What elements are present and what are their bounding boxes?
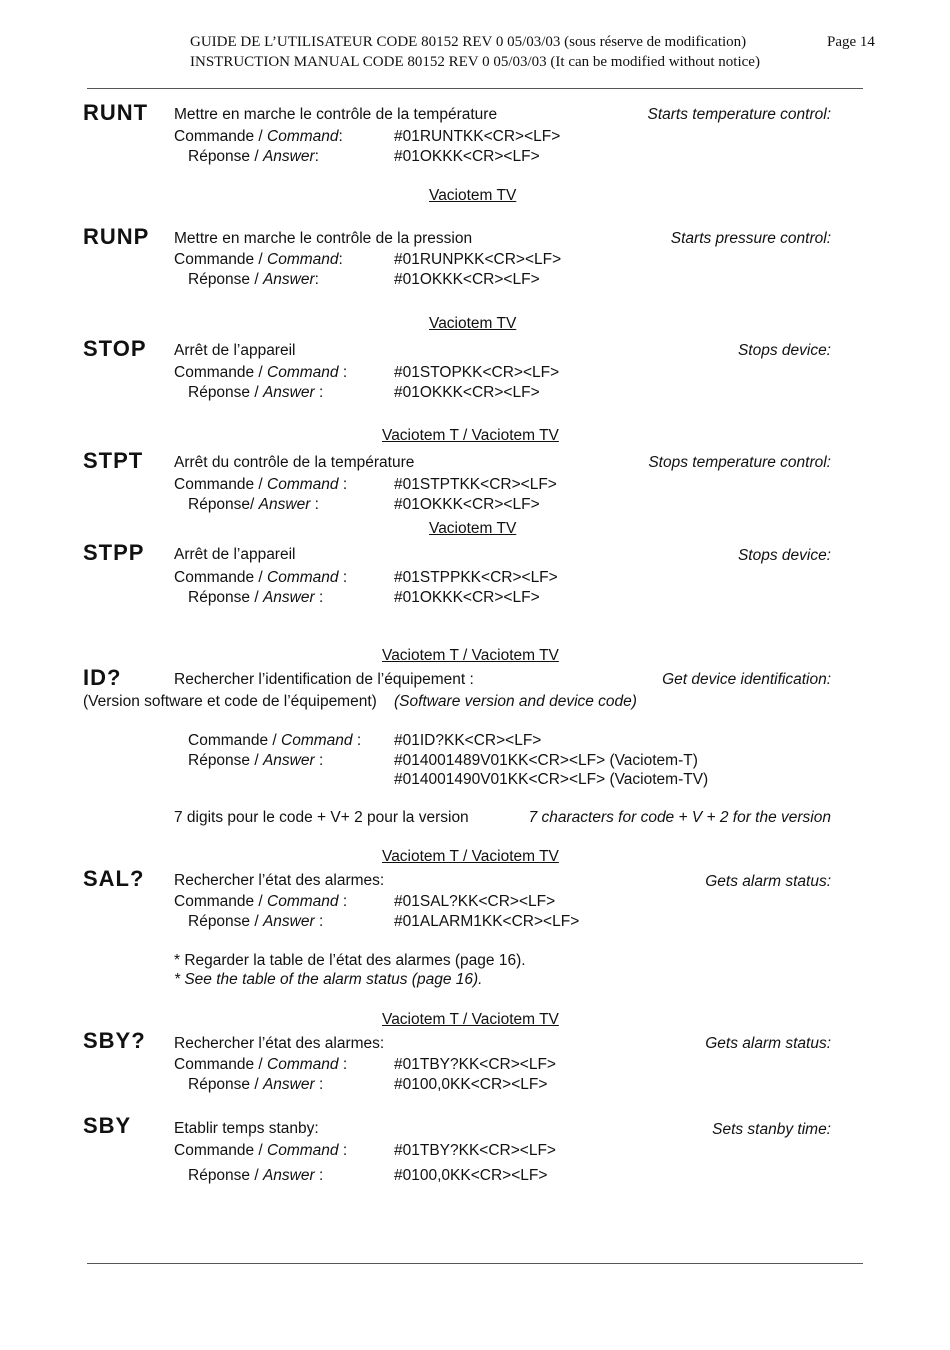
- description-en: Sets stanby time:: [712, 1121, 831, 1138]
- device-label: Vaciotem T / Vaciotem TV: [382, 1011, 559, 1028]
- description-en: Get device identification:: [662, 671, 831, 688]
- answer-value: #01OKKK<CR><LF>: [394, 589, 540, 606]
- header-en: INSTRUCTION MANUAL CODE 80152 REV 0 05/03/03 (It can be modified without notice): [190, 54, 760, 70]
- command-value: #01RUNPKK<CR><LF>: [394, 251, 562, 268]
- description-fr: Rechercher l’état des alarmes:: [174, 1035, 385, 1052]
- command-label: Commande / Command:: [174, 128, 343, 145]
- description-en: Gets alarm status:: [705, 1035, 831, 1052]
- device-label: Vaciotem TV: [429, 520, 517, 537]
- command-code-id: ID?: [83, 665, 122, 690]
- command-code-sby: SBY: [83, 1113, 132, 1138]
- command-code-stpp: STPP: [83, 540, 145, 565]
- command-code-sby-query: SBY?: [83, 1028, 146, 1053]
- answer-value-2: #014001490V01KK<CR><LF> (Vaciotem-TV): [394, 771, 709, 788]
- command-label: Commande / Command :: [174, 1142, 348, 1159]
- answer-label: Réponse / Answer :: [188, 589, 324, 606]
- answer-label: Réponse / Answer:: [188, 271, 319, 288]
- header-rule: [87, 88, 863, 89]
- note-en: * See the table of the alarm status (page 16).: [174, 971, 483, 988]
- device-label: Vaciotem TV: [429, 187, 517, 204]
- command-label: Commande / Command:: [174, 251, 343, 268]
- answer-value: #014001489V01KK<CR><LF> (Vaciotem-T): [394, 752, 698, 769]
- answer-label: Réponse / Answer :: [188, 1076, 324, 1093]
- description-fr: Arrêt de l’appareil: [174, 546, 296, 563]
- answer-label: Réponse/ Answer :: [188, 496, 319, 513]
- answer-value: #01OKKK<CR><LF>: [394, 496, 540, 513]
- answer-value: #01OKKK<CR><LF>: [394, 271, 540, 288]
- answer-label: Réponse / Answer :: [188, 752, 324, 769]
- description-fr: Rechercher l’état des alarmes:: [174, 872, 385, 889]
- answer-label: Réponse / Answer :: [188, 384, 324, 401]
- command-value: #01STPTKK<CR><LF>: [394, 476, 557, 493]
- answer-label: Réponse / Answer :: [188, 913, 324, 930]
- command-code-runp: RUNP: [83, 224, 150, 249]
- page-number: Page 14: [827, 34, 875, 50]
- note-fr: 7 digits pour le code + V+ 2 pour la version: [174, 809, 469, 826]
- answer-label: Réponse / Answer :: [188, 1167, 324, 1184]
- description-en: Stops device:: [737, 342, 831, 359]
- description-fr: Mettre en marche le contrôle de la pression: [174, 230, 473, 247]
- command-value: #01TBY?KK<CR><LF>: [394, 1056, 556, 1073]
- command-value: #01TBY?KK<CR><LF>: [394, 1142, 556, 1159]
- device-label: Vaciotem T / Vaciotem TV: [382, 848, 559, 865]
- description-en: Stops device:: [737, 547, 831, 564]
- command-value: #01SAL?KK<CR><LF>: [394, 893, 556, 910]
- subtitle-fr: (Version software et code de l’équipement): [83, 693, 377, 710]
- command-code-stpt: STPT: [83, 448, 144, 473]
- description-fr: Arrêt de l’appareil: [174, 342, 296, 359]
- description-fr: Rechercher l’identification de l’équipement :: [174, 671, 474, 688]
- note-fr: * Regarder la table de l’état des alarmes (page 16).: [174, 952, 526, 969]
- answer-value: #0100,0KK<CR><LF>: [394, 1167, 548, 1184]
- command-label: Commande / Command :: [174, 1056, 348, 1073]
- answer-value: #01OKKK<CR><LF>: [394, 384, 540, 401]
- description-fr: Arrêt du contrôle de la température: [174, 454, 415, 471]
- note-en: 7 characters for code + V + 2 for the version: [528, 809, 831, 826]
- footer-rule: [87, 1263, 863, 1264]
- command-code-stop: STOP: [83, 336, 147, 361]
- command-label: Commande / Command :: [174, 476, 348, 493]
- command-label: Commande / Command :: [174, 893, 348, 910]
- command-label: Commande / Command :: [188, 732, 362, 749]
- description-fr: Etablir temps stanby:: [174, 1120, 319, 1137]
- description-en: Starts temperature control:: [647, 106, 831, 123]
- device-label: Vaciotem T / Vaciotem TV: [382, 427, 559, 444]
- command-code-runt: RUNT: [83, 100, 149, 125]
- description-en: Starts pressure control:: [670, 230, 831, 247]
- description-fr: Mettre en marche le contrôle de la température: [174, 106, 498, 123]
- header-fr: GUIDE DE L’UTILISATEUR CODE 80152 REV 0 05/03/03 (sous réserve de modification): [190, 34, 747, 50]
- answer-value: #0100,0KK<CR><LF>: [394, 1076, 548, 1093]
- command-code-sal: SAL?: [83, 866, 145, 891]
- command-value: #01STOPKK<CR><LF>: [394, 364, 560, 381]
- device-label: Vaciotem T / Vaciotem TV: [382, 647, 559, 664]
- command-value: #01ID?KK<CR><LF>: [394, 732, 542, 749]
- subtitle-en: (Software version and device code): [394, 693, 637, 710]
- description-en: Gets alarm status:: [705, 873, 831, 890]
- command-label: Commande / Command :: [174, 569, 348, 586]
- answer-label: Réponse / Answer:: [188, 148, 319, 165]
- device-label: Vaciotem TV: [429, 315, 517, 332]
- description-en: Stops temperature control:: [648, 454, 831, 471]
- answer-value: #01OKKK<CR><LF>: [394, 148, 540, 165]
- answer-value: #01ALARM1KK<CR><LF>: [394, 913, 580, 930]
- command-value: #01RUNTKK<CR><LF>: [394, 128, 561, 145]
- command-label: Commande / Command :: [174, 364, 348, 381]
- command-value: #01STPPKK<CR><LF>: [394, 569, 558, 586]
